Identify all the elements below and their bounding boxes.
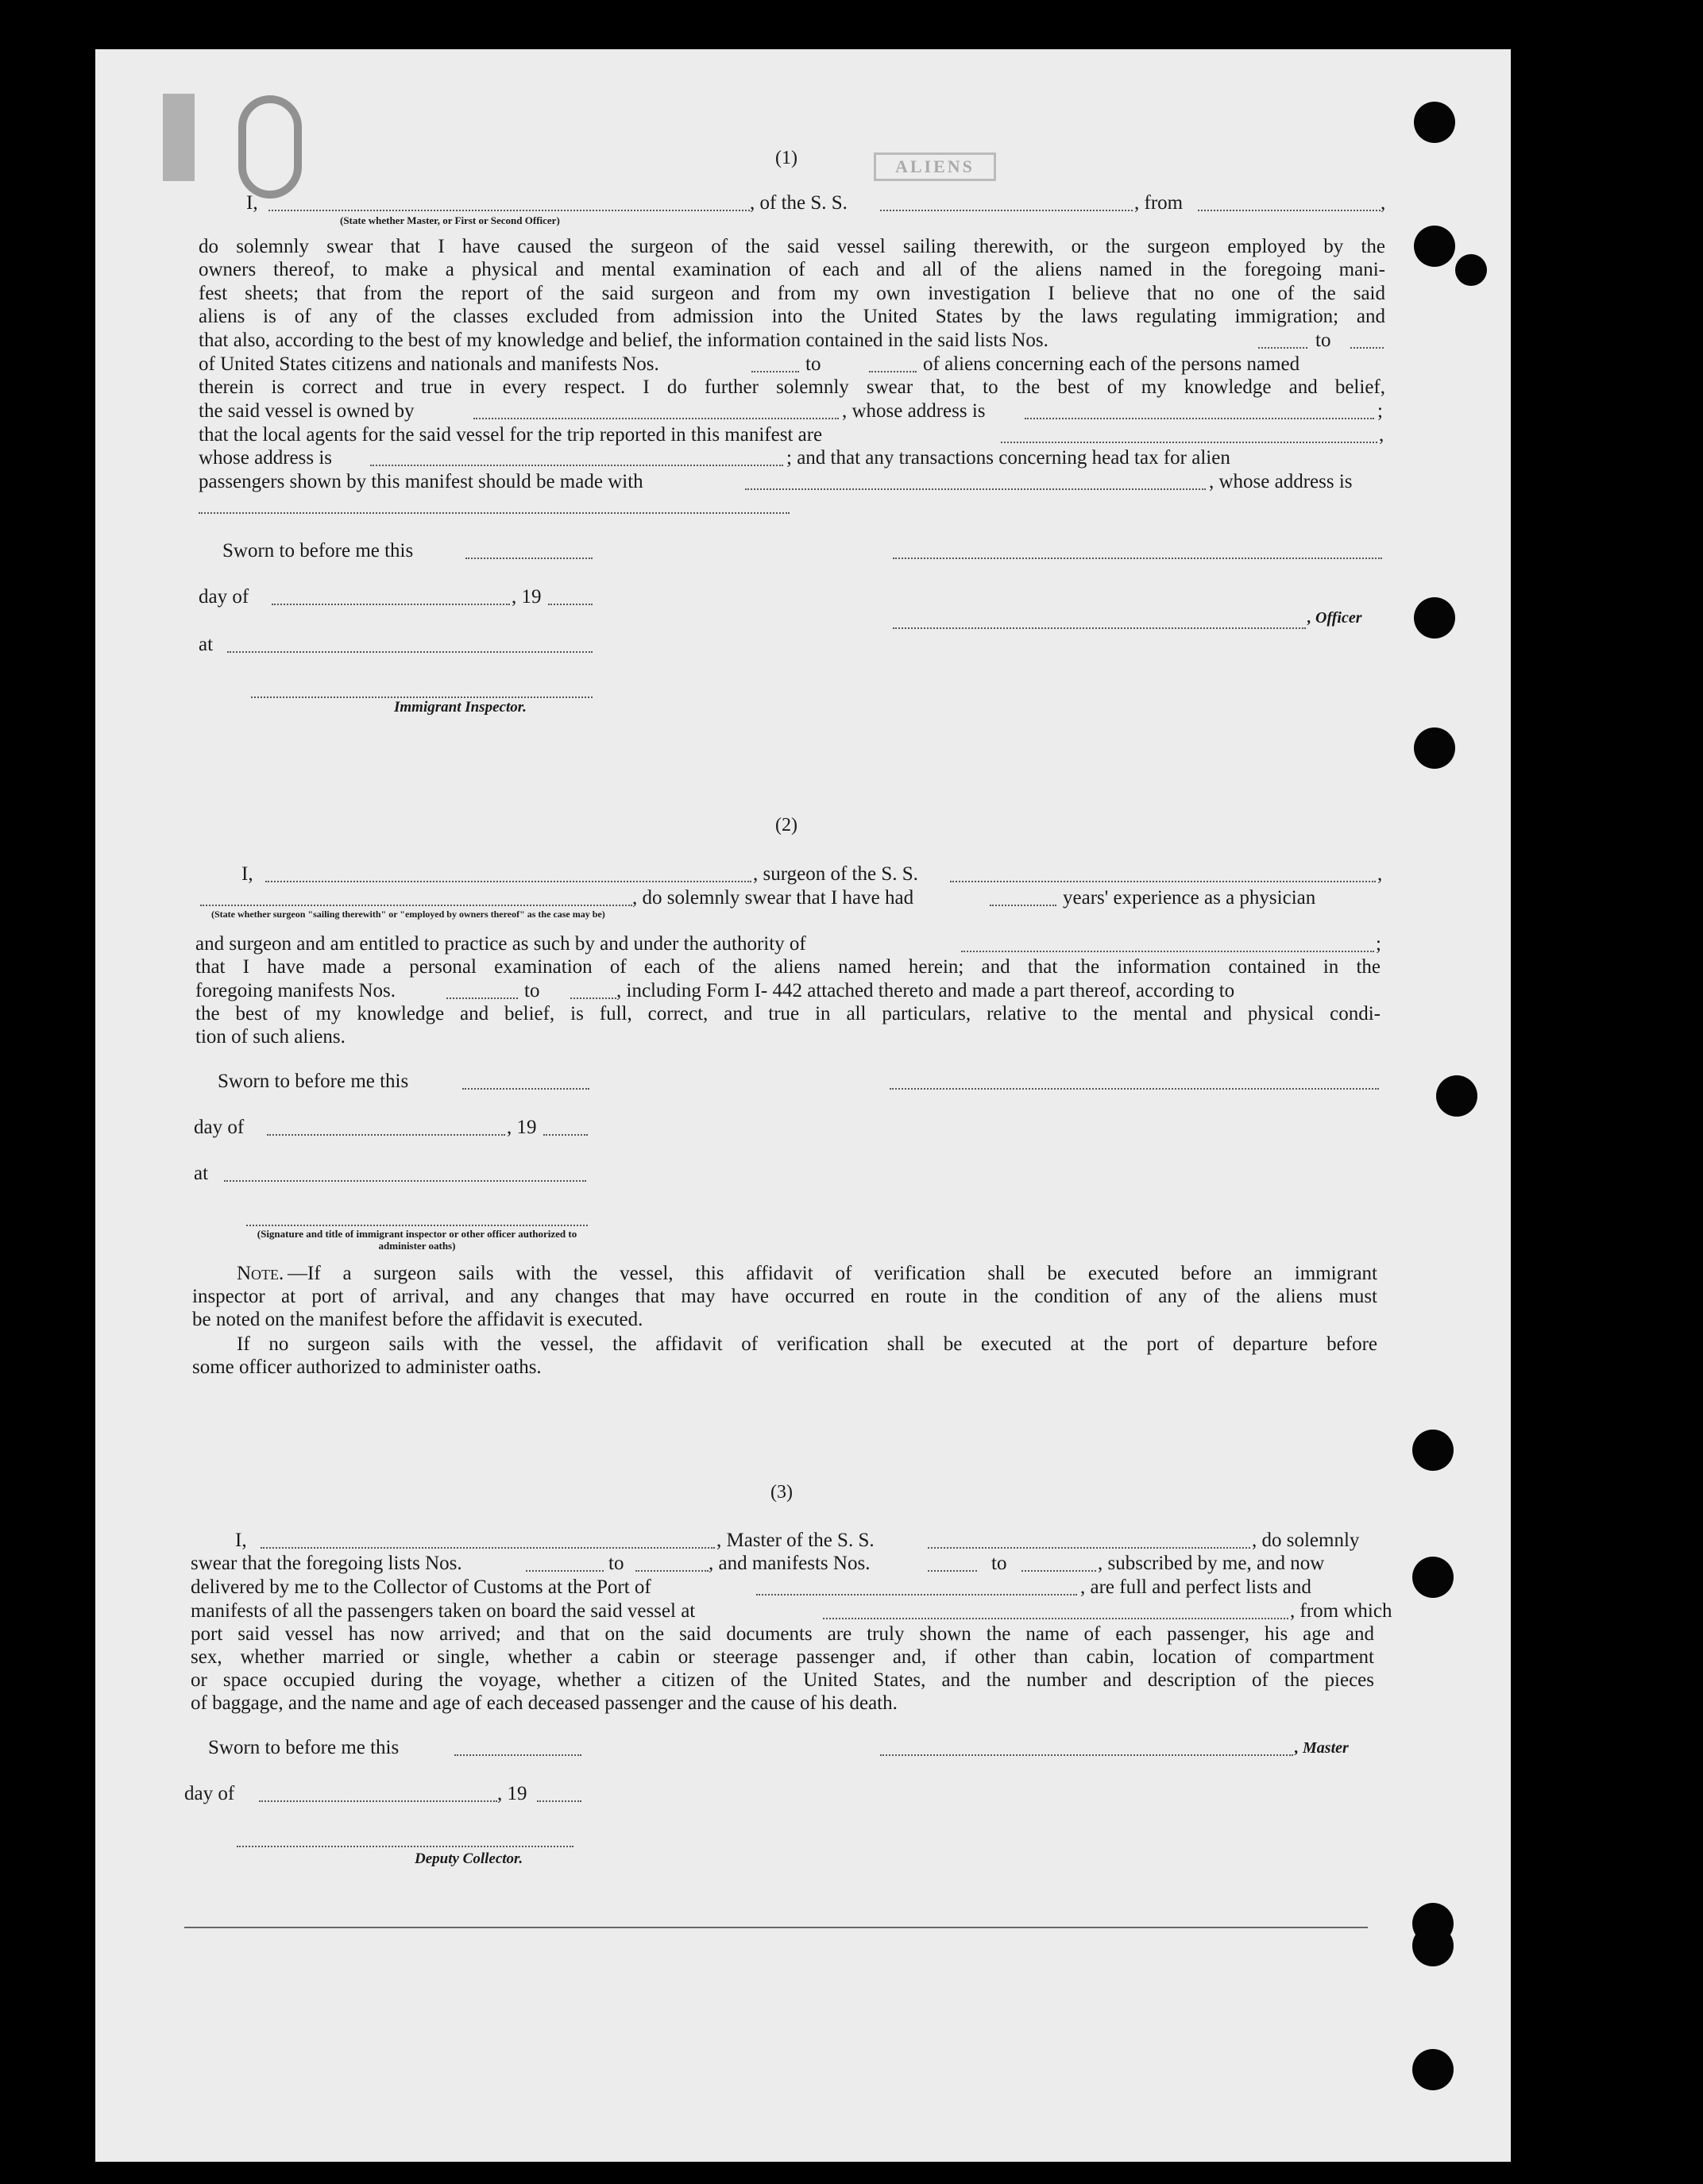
punch-hole [1412,1925,1454,1966]
s1-manifests-to: to [805,353,821,375]
s2-year-field[interactable] [543,1133,588,1136]
s3-manifests-to-field[interactable] [1021,1569,1096,1572]
s1-line1-from: , from [1134,192,1184,214]
s3-line2-to: to [608,1553,624,1574]
s3-sworn-label: Sworn to before me this [208,1737,400,1758]
s2-note-label: Note. [237,1263,284,1284]
faded-header-mark [238,95,302,199]
s3-line2-manifests: , and manifests Nos. [709,1553,871,1574]
s2-authority-field[interactable] [961,949,1374,952]
s3-manifests-from-field[interactable] [928,1569,977,1572]
s1-nos-text: that also, according to the best of my knowledge and belief, the information contained in the said lists Nos. [199,330,1048,351]
s2-surgeon-hint: (State whether surgeon "sailing therewith" or "employed by owners thereof" as the case may be) [211,909,605,920]
s2-year-label: , 19 [507,1117,537,1138]
s1-owner-field[interactable] [473,416,839,419]
s1-passengers-text: passengers shown by this manifest should be made with [199,471,643,492]
s3-line3-text: delivered by me to the Collector of Customs at the Port of [191,1576,651,1598]
s3-day-field[interactable] [259,1799,497,1802]
s3-line2-text: swear that the foregoing lists Nos. [191,1553,462,1574]
s2-surgeon-signature-field[interactable] [890,1086,1379,1090]
s1-year-label: , 19 [512,586,542,608]
s3-year-label: , 19 [497,1783,527,1804]
s3-body-line: port said vessel has now arrived; and that on the said documents are truly shown the name of each passenger, his age and [191,1623,1374,1645]
s3-body-line: or space occupied during the voyage, whether a citizen of the United States, and the number and description of the pieces [191,1669,1374,1691]
s1-sworn-label: Sworn to before me this [222,540,414,561]
s2-day-field[interactable] [267,1133,505,1136]
s3-line2-tail: , subscribed by me, and now [1098,1553,1325,1574]
s3-day-label: day of [184,1783,235,1804]
s1-body-line: do solemnly swear that I have caused the surgeon of the said vessel sailing therewith, or the surgeon employed by the [199,236,1385,257]
s1-vessel-field[interactable] [880,208,1133,211]
s3-boarding-port-field[interactable] [823,1616,1288,1619]
s2-note-line: inspector at port of arrival, and any changes that may have occurred en route in the condition of any of the aliens must [192,1286,1377,1307]
s1-agents-text: that the local agents for the said vessel for the trip reported in this manifest are [199,424,823,446]
s2-signature-hint: (Signature and title of immigrant inspector or other officer authorized to administer oaths) [257,1228,577,1252]
s1-body-line: therein is correct and true in every respect. I do further solemnly swear that, to the best of my knowledge and belief, [199,376,1385,398]
s1-at-field[interactable] [227,650,593,653]
s1-officer-signature-field[interactable] [893,556,1382,559]
s1-line1-i: I, [246,192,258,214]
s1-manifests-from-field[interactable] [751,369,799,372]
s3-master-name-field[interactable] [261,1545,715,1549]
s1-officer-field[interactable] [268,208,750,211]
s2-foregoing-tail: , including Form I- 442 attached thereto and made a part thereof, according to [616,980,1235,1001]
s2-day-label: day of [194,1117,245,1138]
s3-body-line: of baggage, and the name and age of each deceased passenger and the cause of his death. [191,1692,898,1714]
s1-agents-address-field[interactable] [370,463,783,466]
s1-nos-to: to [1315,330,1331,351]
s2-body-line: that I have made a personal examination of each of the aliens named herein; and that the information contained in the [195,956,1381,978]
faded-header-mark [163,94,195,181]
s3-line1-i: I, [235,1530,247,1551]
s1-officer-name-field[interactable] [893,626,1306,629]
punch-hole [1436,1075,1477,1117]
section-1-number: (1) [775,148,797,168]
s3-line4-text: manifests of all the passengers taken on board the said vessel at [191,1600,696,1622]
punch-hole [1412,1430,1454,1471]
s1-sworn-field[interactable] [465,556,593,559]
s1-day-field[interactable] [272,602,510,605]
s1-officer-hint: (State whether Master, or First or Second Officer) [340,214,560,226]
punch-hole [1455,254,1487,286]
s2-line1-i: I, [241,863,253,885]
s2-foregoing-to: to [524,980,540,1001]
s2-at-field[interactable] [224,1179,586,1182]
s2-years-field[interactable] [990,903,1056,906]
s1-lists-from-field[interactable] [1258,345,1307,349]
aliens-stamp: ALIENS [874,152,996,181]
punch-hole [1412,2049,1454,2090]
s2-sworn-field[interactable] [462,1086,589,1090]
s1-head-tax-address-field[interactable] [199,511,790,514]
s3-lists-from-field[interactable] [526,1569,604,1572]
s3-collector-label: Deputy Collector. [415,1850,523,1867]
punch-hole [1414,727,1455,769]
s1-body-line: owners thereof, to make a physical and mental examination of each and all of the aliens named in the foregoing mani- [199,259,1385,280]
s2-foregoing-text: foregoing manifests Nos. [195,980,396,1001]
s1-body-line: fest sheets; that from the report of the said surgeon and from my own investigation I believe that no one of the said [199,283,1385,304]
s3-master-label: , Master [1295,1739,1349,1757]
s2-note2-line: some officer authorized to administer oaths. [192,1356,542,1378]
s2-note2-line: If no surgeon sails with the vessel, the affidavit of verification shall be executed at the port of departure before [237,1333,1377,1355]
s1-owned-text: the said vessel is owned by [199,400,415,422]
s3-line1-tail: , do solemnly [1252,1530,1360,1551]
s2-line2-text: , do solemnly swear that I have had [632,887,914,909]
s1-agents-field[interactable] [1001,440,1377,443]
s2-authority-text: and surgeon and am entitled to practice as such by and under the authority of [195,933,806,955]
s3-port-field[interactable] [756,1592,1077,1596]
section-2-number: (2) [775,815,797,835]
s2-inspector-signature-field[interactable] [246,1223,588,1226]
s2-body-line: tion of such aliens. [195,1026,346,1048]
s2-vessel-field[interactable] [950,879,1376,882]
s3-lists-to-field[interactable] [635,1569,709,1572]
s3-line2-to2: to [991,1553,1007,1574]
s2-line2-tail: years' experience as a physician [1063,887,1316,909]
s2-line1-comma: , [1377,863,1383,885]
s1-owner-address-field[interactable] [1025,416,1374,419]
s1-passengers-tail: , whose address is [1209,471,1353,492]
s2-note-line: —If a surgeon sails with the vessel, this affidavit of verification shall be executed before an immigrant [288,1263,1377,1284]
s2-body-line: the best of my knowledge and belief, is full, correct, and true in all particulars, relative to the mental and physical condi- [195,1003,1381,1024]
s2-manifests-from-field[interactable] [446,996,518,999]
s1-officer-label: , Officer [1307,609,1362,627]
s2-sworn-label: Sworn to before me this [218,1071,409,1092]
s1-owned-semicolon: ; [1377,400,1383,422]
s2-surgeon-name-field[interactable] [265,879,751,882]
s1-agents-comma: , [1379,424,1384,446]
s1-at-label: at [199,634,214,655]
s3-year-field[interactable] [537,1799,581,1802]
s1-lists-to-field[interactable] [1350,345,1384,349]
s2-surgeon-type-field[interactable] [200,903,632,906]
s1-body-line: aliens is of any of the classes excluded from admission into the United States by the laws regulating immigration; and [199,306,1385,327]
punch-hole [1414,226,1455,267]
punch-hole [1412,1557,1454,1598]
s2-authority-semicolon: ; [1376,933,1381,955]
s1-inspector-field[interactable] [251,695,593,698]
s1-inspector-label: Immigrant Inspector. [394,699,527,716]
s3-sworn-field[interactable] [454,1753,581,1756]
s1-day-label: day of [199,586,249,608]
s1-manifests-to-field[interactable] [869,369,917,372]
punch-hole [1414,597,1455,639]
s3-line1-ss: , Master of the S. S. [716,1530,875,1551]
s3-master-signature-field[interactable] [880,1753,1293,1756]
s1-manifests-text: of United States citizens and nationals and manifests Nos. [199,353,659,375]
s3-vessel-field[interactable] [928,1545,1250,1549]
s1-line1-ss: , of the S. S. [750,192,848,214]
bottom-rule [184,1927,1368,1928]
s2-manifests-to-field[interactable] [570,996,616,999]
s1-owner-address-label: , whose address is [842,400,986,422]
s2-at-label: at [194,1163,209,1184]
s1-manifests-tail: of aliens concerning each of the persons named [923,353,1300,375]
s3-line4-tail: , from which [1290,1600,1392,1622]
s2-line1-ss: , surgeon of the S. S. [753,863,918,885]
s1-line1-comma: , [1381,192,1386,214]
s3-collector-field[interactable] [237,1844,573,1847]
punch-hole [1414,102,1455,143]
s1-head-tax-field[interactable] [745,487,1206,490]
s1-address-tail: ; and that any transactions concerning head tax for alien [786,447,1230,469]
s1-from-field[interactable] [1198,208,1381,211]
s2-note-line: be noted on the manifest before the affidavit is executed. [192,1309,643,1330]
s3-line3-tail: , are full and perfect lists and [1080,1576,1311,1598]
s1-year-field[interactable] [548,602,593,605]
section-3-number: (3) [770,1482,793,1503]
s1-address-text: whose address is [199,447,333,469]
s3-body-line: sex, whether married or single, whether a cabin or steerage passenger and, if other than cabin, location of compartment [191,1646,1374,1668]
